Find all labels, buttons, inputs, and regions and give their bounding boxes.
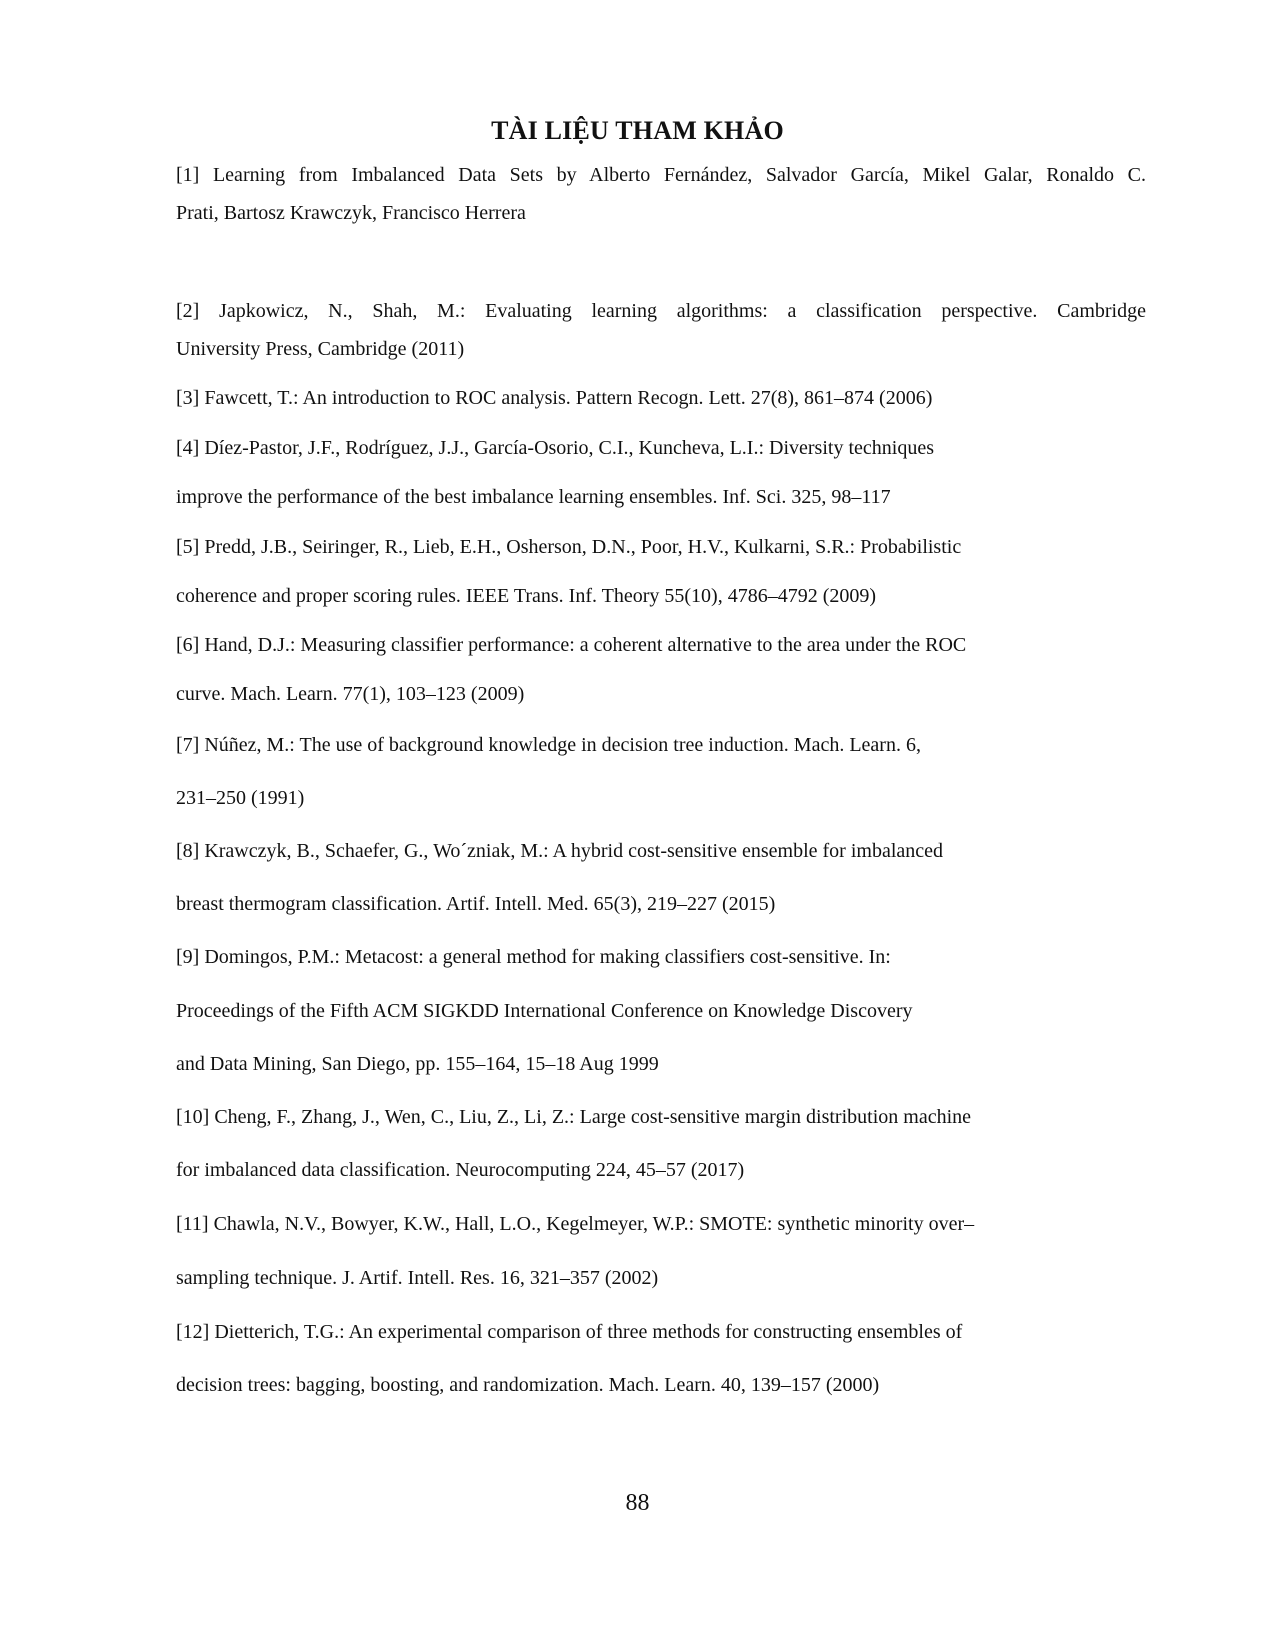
reference-12-line-2: decision trees: bagging, boosting, and randomization. Mach. Learn. 40, 139–157 (2000) bbox=[176, 1374, 880, 1396]
reference-6-line-2: curve. Mach. Learn. 77(1), 103–123 (2009) bbox=[176, 683, 525, 705]
reference-7-line-1: [7] Núñez, M.: The use of background knowledge in decision tree induction. Mach. Learn. 6, bbox=[176, 734, 921, 756]
reference-9-line-1: [9] Domingos, P.M.: Metacost: a general method for making classifiers cost-sensitive. In: bbox=[176, 946, 891, 968]
reference-4-line-2: improve the performance of the best imbalance learning ensembles. Inf. Sci. 325, 98–117 bbox=[176, 486, 891, 508]
reference-1-line-1: [1] Learning from Imbalanced Data Sets by Alberto Fernández, Salvador García, Mikel Galar, Ronaldo C. bbox=[176, 164, 1146, 186]
reference-2-line-1: [2] Japkowicz, N., Shah, M.: Evaluating learning algorithms: a classification perspective. Cambridge bbox=[176, 300, 1146, 322]
reference-5-line-2: coherence and proper scoring rules. IEEE Trans. Inf. Theory 55(10), 4786–4792 (2009) bbox=[176, 585, 877, 607]
reference-8-line-1: [8] Krawczyk, B., Schaefer, G., Wo´zniak, M.: A hybrid cost-sensitive ensemble for imbalanced bbox=[176, 840, 944, 862]
reference-11-line-2: sampling technique. J. Artif. Intell. Res. 16, 321–357 (2002) bbox=[176, 1267, 659, 1289]
reference-7-line-2: 231–250 (1991) bbox=[176, 787, 305, 809]
reference-9-line-3: and Data Mining, San Diego, pp. 155–164, 15–18 Aug 1999 bbox=[176, 1053, 659, 1075]
reference-6-line-1: [6] Hand, D.J.: Measuring classifier performance: a coherent alternative to the area under the ROC bbox=[176, 634, 967, 656]
page-number: 88 bbox=[625, 1490, 650, 1516]
reference-1-line-2: Prati, Bartosz Krawczyk, Francisco Herrera bbox=[176, 202, 526, 224]
reference-9-line-2: Proceedings of the Fifth ACM SIGKDD International Conference on Knowledge Discovery bbox=[176, 1000, 913, 1022]
page-title: TÀI LIỆU THAM KHẢO bbox=[491, 116, 784, 145]
reference-8-line-2: breast thermogram classification. Artif. Intell. Med. 65(3), 219–227 (2015) bbox=[176, 893, 776, 915]
reference-12-line-1: [12] Dietterich, T.G.: An experimental comparison of three methods for constructing ensembles of bbox=[176, 1321, 963, 1343]
reference-3-line-1: [3] Fawcett, T.: An introduction to ROC analysis. Pattern Recogn. Lett. 27(8), 861–874 (2006) bbox=[176, 387, 933, 409]
reference-4-line-1: [4] Díez-Pastor, J.F., Rodríguez, J.J., García-Osorio, C.I., Kuncheva, L.I.: Diversity techniques bbox=[176, 437, 934, 459]
reference-10-line-2: for imbalanced data classification. Neurocomputing 224, 45–57 (2017) bbox=[176, 1159, 745, 1181]
reference-10-line-1: [10] Cheng, F., Zhang, J., Wen, C., Liu, Z., Li, Z.: Large cost-sensitive margin distribution machine bbox=[176, 1106, 971, 1128]
reference-5-line-1: [5] Predd, J.B., Seiringer, R., Lieb, E.H., Osherson, D.N., Poor, H.V., Kulkarni, S.R.: Probabilistic bbox=[176, 536, 962, 558]
reference-11-line-1: [11] Chawla, N.V., Bowyer, K.W., Hall, L.O., Kegelmeyer, W.P.: SMOTE: synthetic minority over– bbox=[176, 1213, 975, 1235]
reference-2-line-2: University Press, Cambridge (2011) bbox=[176, 338, 465, 360]
